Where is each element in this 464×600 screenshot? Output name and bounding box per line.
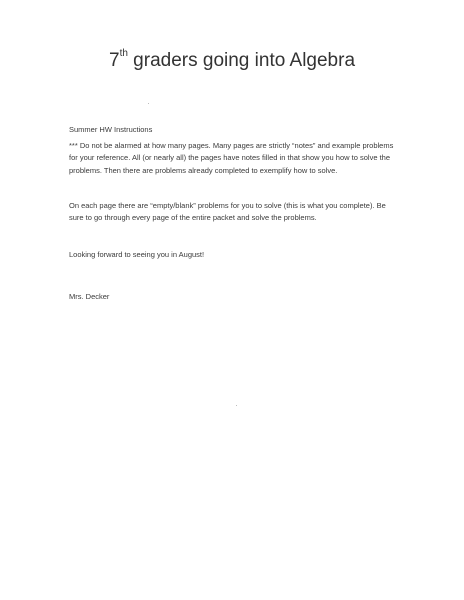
closing-line: Looking forward to seeing you in August! bbox=[69, 250, 205, 259]
paragraph-notes-text: *** Do not be alarmed at how many pages. Many pages are strictly “notes” and example problems for your reference. All (or nearly all) the pages have notes filled in that show you how to solve the problems. Then there are problems already completed to exemplify how to solve. bbox=[69, 141, 394, 175]
instructions-heading: Summer HW Instructions bbox=[69, 125, 153, 134]
document-title bbox=[0, 50, 464, 72]
scan-speck bbox=[236, 405, 237, 406]
title-ordinal-number: 7 bbox=[108, 50, 120, 71]
title-text: graders going into Algebra bbox=[127, 50, 356, 71]
instructions-paragraph-notes bbox=[69, 140, 399, 177]
paragraph-problems-text: On each page there are “empty/blank” problems for you to solve (this is what you complete). Be sure to go through every page of the entire packet and solve the problems. bbox=[69, 201, 386, 223]
title-ordinal-suffix: th bbox=[119, 48, 128, 59]
instructions-paragraph-problems bbox=[69, 200, 399, 225]
scan-speck bbox=[148, 103, 149, 104]
signature: Mrs. Decker bbox=[69, 292, 110, 301]
